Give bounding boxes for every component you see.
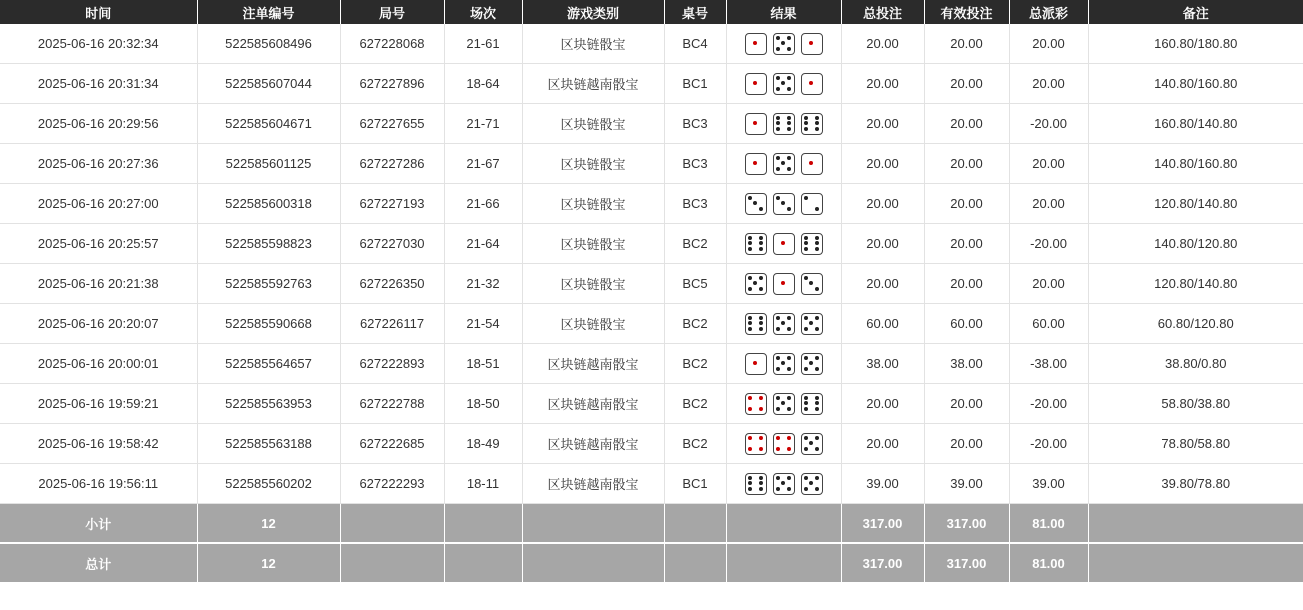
cell-total-bet[interactable]: 20.00: [841, 24, 924, 64]
summary-count: 12: [197, 504, 340, 544]
die-face-1: [801, 33, 823, 55]
cell-order-no: 522585560202: [197, 464, 340, 504]
summary-valid-bet: 317.00: [924, 504, 1009, 544]
cell-table-no: BC2: [664, 424, 726, 464]
die-face-5: [773, 313, 795, 335]
die-face-5: [773, 393, 795, 415]
cell-total-payout: 20.00: [1009, 184, 1088, 224]
cell-round-no: 627227286: [340, 144, 444, 184]
cell-valid-bet: 60.00: [924, 304, 1009, 344]
summary-label: 总计: [0, 543, 197, 583]
table-row[interactable]: [0, 64, 1303, 104]
cell-total-bet[interactable]: 20.00: [841, 384, 924, 424]
cell-table-no: BC2: [664, 384, 726, 424]
cell-total-payout: -38.00: [1009, 344, 1088, 384]
cell-result: [726, 424, 841, 464]
cell-round-no: 627227030: [340, 224, 444, 264]
dice-group: [727, 353, 841, 375]
table-header: [0, 0, 1303, 24]
cell-remark: 78.80/58.80: [1088, 424, 1303, 464]
cell-result: [726, 464, 841, 504]
die-face-5: [801, 473, 823, 495]
cell-time: 2025-06-16 20:00:01: [0, 344, 197, 384]
cell-order-no: 522585590668: [197, 304, 340, 344]
table-row[interactable]: [0, 464, 1303, 504]
dice-group: [727, 233, 841, 255]
summary-count: 12: [197, 543, 340, 583]
cell-remark: 160.80/140.80: [1088, 104, 1303, 144]
cell-total-bet[interactable]: 20.00: [841, 184, 924, 224]
cell-game-type: 区块链越南骰宝: [522, 424, 664, 464]
cell-result: [726, 144, 841, 184]
cell-total-payout: -20.00: [1009, 424, 1088, 464]
column-header-game-type[interactable]: 游戏类别: [522, 0, 664, 24]
cell-valid-bet: 20.00: [924, 104, 1009, 144]
die-face-1: [745, 153, 767, 175]
cell-game-type: 区块链骰宝: [522, 264, 664, 304]
die-face-1: [745, 113, 767, 135]
cell-session: 21-71: [444, 104, 522, 144]
cell-valid-bet: 20.00: [924, 64, 1009, 104]
cell-valid-bet: 39.00: [924, 464, 1009, 504]
table-row[interactable]: [0, 384, 1303, 424]
cell-order-no: 522585592763: [197, 264, 340, 304]
table-row[interactable]: [0, 224, 1303, 264]
cell-result: [726, 24, 841, 64]
column-header-total-bet[interactable]: 总投注: [841, 0, 924, 24]
die-face-6: [745, 473, 767, 495]
cell-order-no: 522585600318: [197, 184, 340, 224]
cell-session: 18-64: [444, 64, 522, 104]
cell-time: 2025-06-16 20:31:34: [0, 64, 197, 104]
cell-session: 18-49: [444, 424, 522, 464]
die-face-6: [801, 393, 823, 415]
cell-game-type: 区块链骰宝: [522, 304, 664, 344]
cell-time: 2025-06-16 19:58:42: [0, 424, 197, 464]
summary-empty-table-no: [664, 543, 726, 583]
dice-group: [727, 113, 841, 135]
cell-total-payout: 20.00: [1009, 144, 1088, 184]
cell-game-type: 区块链越南骰宝: [522, 344, 664, 384]
cell-total-payout: -20.00: [1009, 104, 1088, 144]
dice-group: [727, 73, 841, 95]
cell-valid-bet: 38.00: [924, 344, 1009, 384]
cell-remark: 140.80/120.80: [1088, 224, 1303, 264]
cell-round-no: 627227896: [340, 64, 444, 104]
die-face-5: [773, 473, 795, 495]
summary-empty-result: [726, 543, 841, 583]
cell-game-type: 区块链骰宝: [522, 104, 664, 144]
cell-session: 18-51: [444, 344, 522, 384]
cell-total-payout: -20.00: [1009, 224, 1088, 264]
cell-game-type: 区块链骰宝: [522, 184, 664, 224]
cell-order-no: 522585607044: [197, 64, 340, 104]
cell-order-no: 522585563953: [197, 384, 340, 424]
cell-game-type: 区块链骰宝: [522, 224, 664, 264]
cell-time: 2025-06-16 20:29:56: [0, 104, 197, 144]
die-face-1: [773, 273, 795, 295]
die-face-4: [745, 393, 767, 415]
die-face-4: [773, 433, 795, 455]
cell-total-bet[interactable]: 60.00: [841, 304, 924, 344]
column-header-round-no[interactable]: 局号: [340, 0, 444, 24]
cell-total-payout: 20.00: [1009, 64, 1088, 104]
die-face-5: [773, 353, 795, 375]
cell-table-no: BC3: [664, 104, 726, 144]
cell-result: [726, 304, 841, 344]
cell-total-payout: -20.00: [1009, 384, 1088, 424]
cell-order-no: 522585608496: [197, 24, 340, 64]
cell-table-no: BC4: [664, 24, 726, 64]
dice-group: [727, 193, 841, 215]
cell-time: 2025-06-16 20:32:34: [0, 24, 197, 64]
dice-group: [727, 33, 841, 55]
cell-total-bet[interactable]: 20.00: [841, 144, 924, 184]
cell-round-no: 627222685: [340, 424, 444, 464]
cell-order-no: 522585604671: [197, 104, 340, 144]
summary-total-bet: 317.00: [841, 543, 924, 583]
summary-valid-bet: 317.00: [924, 543, 1009, 583]
dice-group: [727, 473, 841, 495]
column-header-result[interactable]: 结果: [726, 0, 841, 24]
cell-result: [726, 184, 841, 224]
die-face-5: [773, 33, 795, 55]
dice-group: [727, 153, 841, 175]
cell-total-bet[interactable]: 20.00: [841, 64, 924, 104]
subtotal-row: [0, 504, 1303, 544]
column-header-session[interactable]: 场次: [444, 0, 522, 24]
dice-group: [727, 273, 841, 295]
summary-label: 小计: [0, 504, 197, 544]
table-row[interactable]: [0, 344, 1303, 384]
die-face-1: [773, 233, 795, 255]
summary-empty-game-type: [522, 504, 664, 544]
cell-round-no: 627226117: [340, 304, 444, 344]
cell-order-no: 522585598823: [197, 224, 340, 264]
dice-group: [727, 393, 841, 415]
die-face-5: [801, 433, 823, 455]
cell-valid-bet: 20.00: [924, 384, 1009, 424]
cell-remark: 120.80/140.80: [1088, 264, 1303, 304]
cell-game-type: 区块链骰宝: [522, 144, 664, 184]
cell-session: 21-32: [444, 264, 522, 304]
column-header-total-payout[interactable]: 总派彩: [1009, 0, 1088, 24]
cell-time: 2025-06-16 20:27:36: [0, 144, 197, 184]
table-row[interactable]: [0, 184, 1303, 224]
cell-table-no: BC1: [664, 464, 726, 504]
cell-time: 2025-06-16 20:25:57: [0, 224, 197, 264]
cell-session: 21-54: [444, 304, 522, 344]
summary-empty-session: [444, 504, 522, 544]
cell-total-payout: 60.00: [1009, 304, 1088, 344]
die-face-1: [745, 33, 767, 55]
cell-result: [726, 344, 841, 384]
die-face-1: [745, 73, 767, 95]
cell-valid-bet: 20.00: [924, 264, 1009, 304]
cell-result: [726, 264, 841, 304]
cell-remark: 58.80/38.80: [1088, 384, 1303, 424]
cell-total-payout: 20.00: [1009, 264, 1088, 304]
cell-total-bet[interactable]: 39.00: [841, 464, 924, 504]
header-row: [0, 0, 1303, 24]
die-face-1: [801, 73, 823, 95]
cell-time: 2025-06-16 19:56:11: [0, 464, 197, 504]
die-face-3: [801, 273, 823, 295]
column-header-remark[interactable]: 备注: [1088, 0, 1303, 24]
summary-empty-remark: [1088, 504, 1303, 544]
cell-game-type: 区块链骰宝: [522, 24, 664, 64]
summary-total-payout: 81.00: [1009, 543, 1088, 583]
cell-total-bet[interactable]: 38.00: [841, 344, 924, 384]
cell-game-type: 区块链越南骰宝: [522, 64, 664, 104]
cell-total-payout: 20.00: [1009, 24, 1088, 64]
die-face-3: [745, 193, 767, 215]
cell-result: [726, 64, 841, 104]
cell-valid-bet: 20.00: [924, 424, 1009, 464]
cell-total-bet[interactable]: 20.00: [841, 424, 924, 464]
table-row[interactable]: [0, 24, 1303, 64]
die-face-1: [801, 153, 823, 175]
table-row[interactable]: [0, 304, 1303, 344]
cell-time: 2025-06-16 20:20:07: [0, 304, 197, 344]
cell-time: 2025-06-16 19:59:21: [0, 384, 197, 424]
cell-round-no: 627228068: [340, 24, 444, 64]
cell-session: 21-61: [444, 24, 522, 64]
column-header-time[interactable]: 时间: [0, 0, 197, 24]
die-face-6: [745, 233, 767, 255]
cell-table-no: BC1: [664, 64, 726, 104]
table-row[interactable]: [0, 144, 1303, 184]
cell-round-no: 627226350: [340, 264, 444, 304]
cell-session: 18-50: [444, 384, 522, 424]
summary-empty-result: [726, 504, 841, 544]
die-face-1: [745, 353, 767, 375]
die-face-6: [801, 113, 823, 135]
die-face-5: [801, 313, 823, 335]
summary-empty-round: [340, 504, 444, 544]
cell-table-no: BC2: [664, 344, 726, 384]
grandtotal-row: [0, 543, 1303, 583]
cell-round-no: 627227655: [340, 104, 444, 144]
cell-game-type: 区块链越南骰宝: [522, 464, 664, 504]
die-face-6: [801, 233, 823, 255]
cell-time: 2025-06-16 20:27:00: [0, 184, 197, 224]
cell-total-bet[interactable]: 20.00: [841, 224, 924, 264]
cell-valid-bet: 20.00: [924, 144, 1009, 184]
cell-round-no: 627222893: [340, 344, 444, 384]
summary-empty-round: [340, 543, 444, 583]
cell-total-payout: 39.00: [1009, 464, 1088, 504]
cell-valid-bet: 20.00: [924, 24, 1009, 64]
cell-time: 2025-06-16 20:21:38: [0, 264, 197, 304]
cell-result: [726, 104, 841, 144]
summary-empty-session: [444, 543, 522, 583]
cell-session: 21-66: [444, 184, 522, 224]
die-face-3: [773, 193, 795, 215]
summary-empty-remark: [1088, 543, 1303, 583]
cell-round-no: 627222293: [340, 464, 444, 504]
cell-remark: 38.80/0.80: [1088, 344, 1303, 384]
die-face-6: [745, 313, 767, 335]
column-header-table-no[interactable]: 桌号: [664, 0, 726, 24]
die-face-4: [745, 433, 767, 455]
cell-order-no: 522585563188: [197, 424, 340, 464]
cell-valid-bet: 20.00: [924, 184, 1009, 224]
die-face-5: [745, 273, 767, 295]
cell-table-no: BC2: [664, 304, 726, 344]
table-row[interactable]: [0, 104, 1303, 144]
cell-session: 21-64: [444, 224, 522, 264]
cell-remark: 140.80/160.80: [1088, 64, 1303, 104]
cell-round-no: 627227193: [340, 184, 444, 224]
cell-round-no: 627222788: [340, 384, 444, 424]
cell-order-no: 522585601125: [197, 144, 340, 184]
cell-order-no: 522585564657: [197, 344, 340, 384]
cell-total-bet[interactable]: 20.00: [841, 264, 924, 304]
die-face-5: [773, 153, 795, 175]
die-face-5: [773, 73, 795, 95]
cell-game-type: 区块链越南骰宝: [522, 384, 664, 424]
column-header-valid-bet[interactable]: 有效投注: [924, 0, 1009, 24]
cell-session: 21-67: [444, 144, 522, 184]
cell-session: 18-11: [444, 464, 522, 504]
dice-group: [727, 433, 841, 455]
cell-table-no: BC3: [664, 144, 726, 184]
cell-remark: 39.80/78.80: [1088, 464, 1303, 504]
cell-total-bet[interactable]: 20.00: [841, 104, 924, 144]
die-face-6: [773, 113, 795, 135]
column-header-order-no[interactable]: 注单编号: [197, 0, 340, 24]
table-row[interactable]: [0, 264, 1303, 304]
cell-table-no: BC2: [664, 224, 726, 264]
table-body: [0, 24, 1303, 583]
cell-result: [726, 224, 841, 264]
cell-result: [726, 384, 841, 424]
table-row[interactable]: [0, 424, 1303, 464]
summary-empty-table-no: [664, 504, 726, 544]
cell-table-no: BC3: [664, 184, 726, 224]
cell-valid-bet: 20.00: [924, 224, 1009, 264]
summary-total-payout: 81.00: [1009, 504, 1088, 544]
cell-table-no: BC5: [664, 264, 726, 304]
die-face-2: [801, 193, 823, 215]
summary-empty-game-type: [522, 543, 664, 583]
cell-remark: 160.80/180.80: [1088, 24, 1303, 64]
die-face-5: [801, 353, 823, 375]
summary-total-bet: 317.00: [841, 504, 924, 544]
cell-remark: 140.80/160.80: [1088, 144, 1303, 184]
dice-group: [727, 313, 841, 335]
cell-remark: 60.80/120.80: [1088, 304, 1303, 344]
cell-remark: 120.80/140.80: [1088, 184, 1303, 224]
